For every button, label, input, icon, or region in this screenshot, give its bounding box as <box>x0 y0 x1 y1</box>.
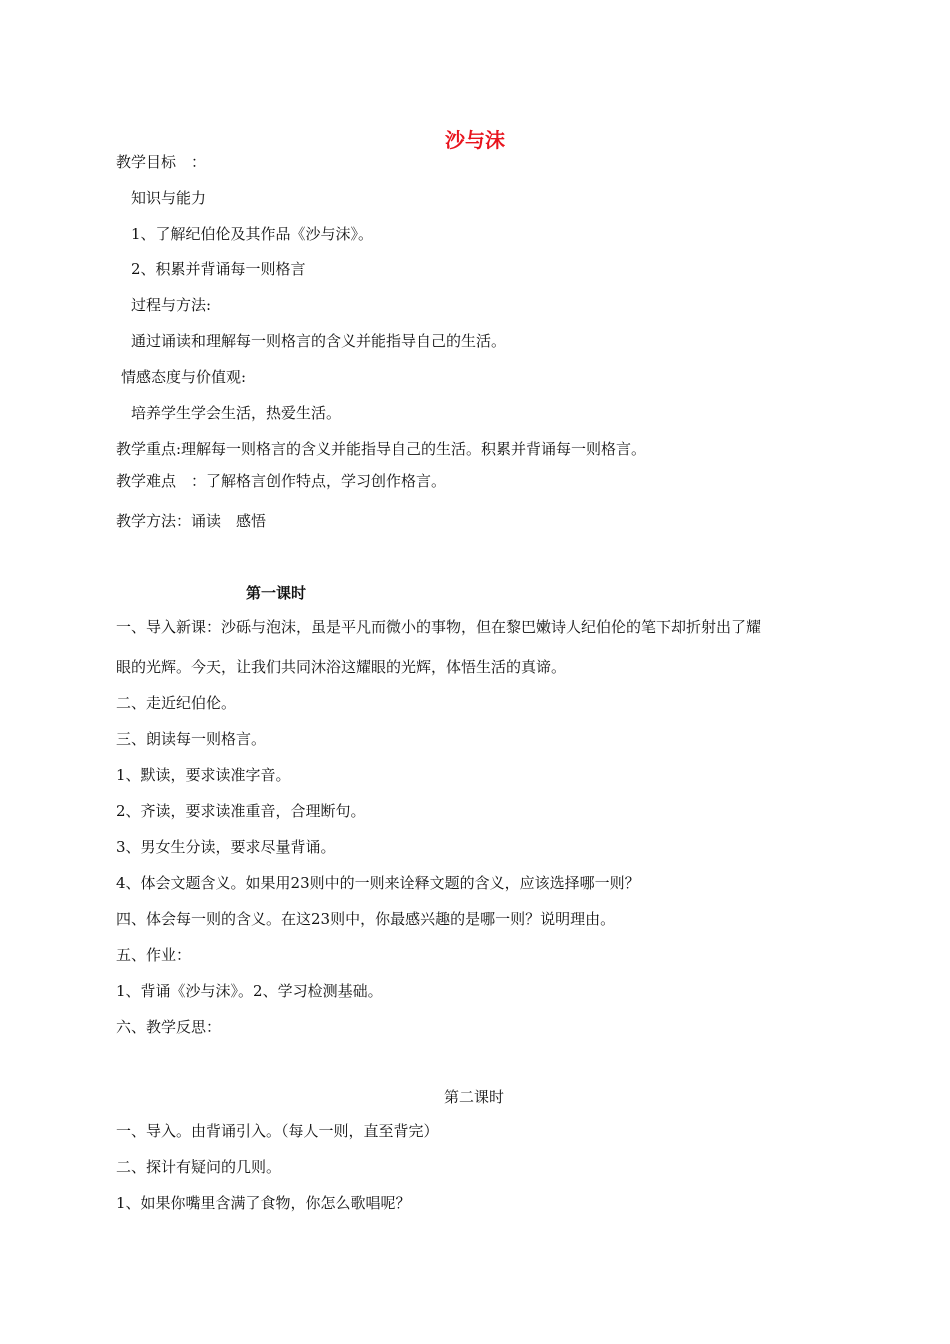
process-heading: 过程与方法: <box>131 296 212 314</box>
lesson2-line: 1、如果你嘴里含满了食物，你怎么歌唱呢？ <box>116 1194 411 1212</box>
lesson2-line: 二、探计有疑问的几则。 <box>116 1158 282 1176</box>
process-text: 通过诵读和理解每一则格言的含义并能指导自己的生活。 <box>131 332 507 350</box>
emotion-text: 培养学生学会生活，热爱生活。 <box>131 404 342 422</box>
knowledge-item: 1、了解纪伯伦及其作品《沙与沫》。 <box>131 225 374 243</box>
teaching-methods: 教学方法：诵读 感悟 <box>116 512 267 530</box>
emotion-heading: 情感态度与价值观: <box>121 368 247 386</box>
lesson1-heading: 第一课时 <box>246 584 307 602</box>
document-title: 沙与沫 <box>445 128 505 152</box>
lesson1-line: 五、作业： <box>116 946 192 964</box>
difficulties: 教学难点 ：了解格言创作特点，学习创作格言。 <box>116 472 447 490</box>
lesson1-line: 1、默读，要求读准字音。 <box>116 766 291 784</box>
lesson1-line: 3、男女生分读，要求尽量背诵。 <box>116 838 336 856</box>
teaching-goals-label: 教学目标 ： <box>116 153 207 171</box>
lesson1-intro-line: 眼的光辉。今天，让我们共同沐浴这耀眼的光辉，体悟生活的真谛。 <box>116 658 567 676</box>
knowledge-item: 2、积累并背诵每一则格言 <box>131 260 306 278</box>
key-points: 教学重点:理解每一则格言的含义并能指导自己的生活。积累并背诵每一则格言。 <box>116 440 647 458</box>
lesson1-intro-line: 一、导入新课：沙砾与泡沫，虽是平凡而微小的事物，但在黎巴嫩诗人纪伯伦的笔下却折射出了耀 <box>116 618 762 636</box>
knowledge-heading: 知识与能力 <box>131 189 207 207</box>
lesson1-line: 1、背诵《沙与沫》。2、学习检测基础。 <box>116 982 383 1000</box>
lesson2-heading: 第二课时 <box>444 1088 505 1106</box>
lesson1-line: 三、朗读每一则格言。 <box>116 730 267 748</box>
lesson2-line: 一、导入。由背诵引入。（每人一则，直至背完） <box>116 1122 439 1140</box>
lesson1-line: 二、走近纪伯伦。 <box>116 694 237 712</box>
lesson1-line: 四、体会每一则的含义。在这23则中，你最感兴趣的是哪一则？说明理由。 <box>116 910 616 928</box>
lesson1-line: 2、齐读，要求读准重音，合理断句。 <box>116 802 366 820</box>
lesson1-line: 六、教学反思： <box>116 1018 222 1036</box>
lesson1-line: 4、体会文题含义。如果用23则中的一则来诠释文题的含义，应该选择哪一则？ <box>116 874 640 892</box>
